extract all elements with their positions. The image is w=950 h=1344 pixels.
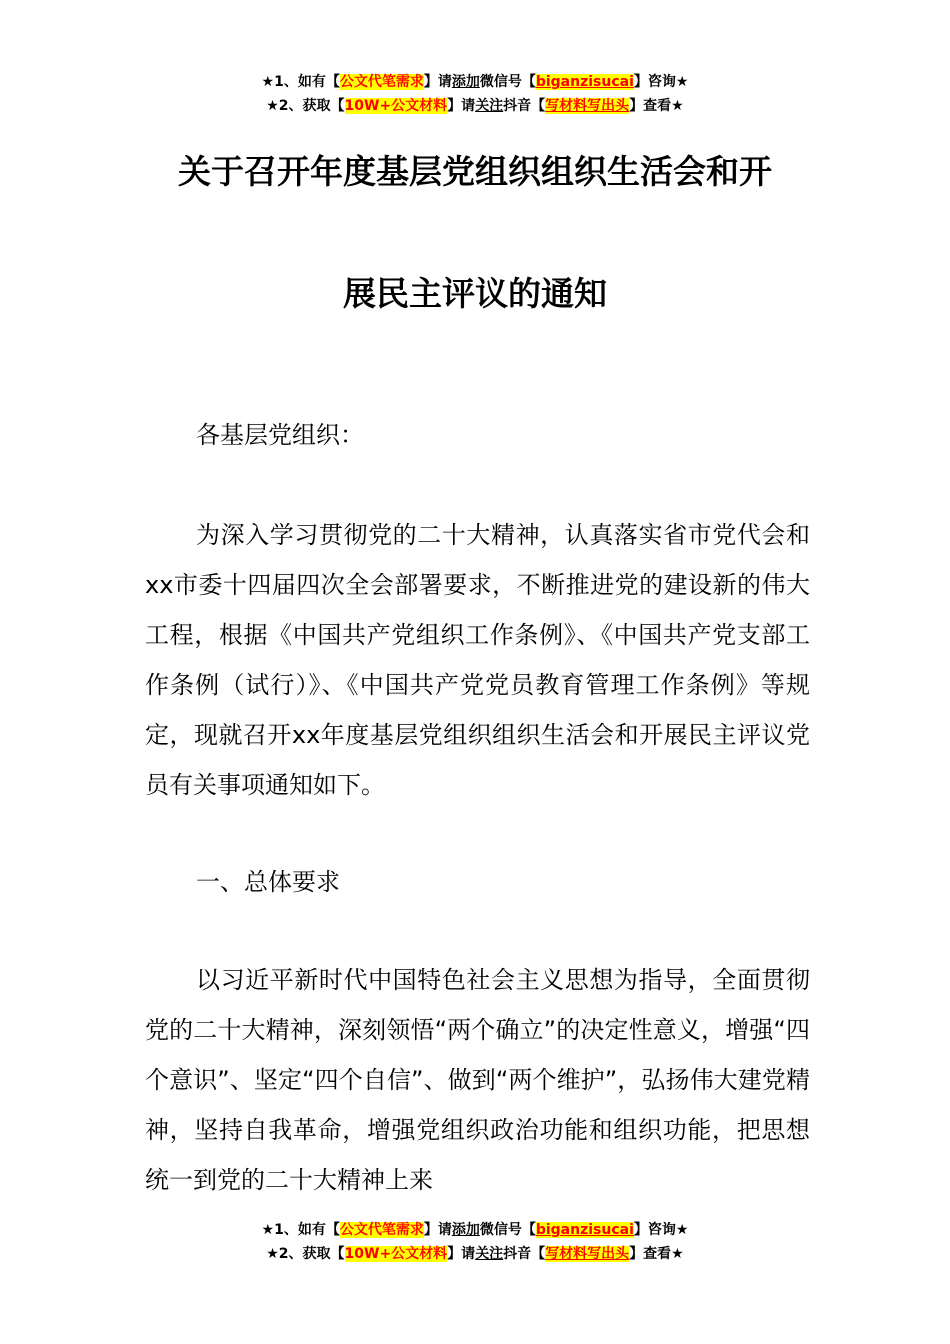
highlight-materials: 10W+公文材料 xyxy=(344,98,448,114)
section-heading-1: 一、总体要求 xyxy=(196,868,340,896)
highlight-douyin-account: 写材料写出头 xyxy=(545,1246,630,1262)
salutation: 各基层党组织： xyxy=(196,421,364,449)
promo-line-1: ★1、如有【公文代笔需求】请添加微信号【biganzisucai】咨询★ xyxy=(261,74,689,90)
promo-banner-top xyxy=(0,70,950,118)
highlight-service: 公文代笔需求 xyxy=(339,1222,424,1238)
intro-paragraph: 为深入学习贯彻党的二十大精神，认真落实省市党代会和xx市委十四届四次全会部署要求，不断推进党的建设新的伟大工程，根据《中国共产党组织工作条例》、《中国共产党支部工作条例（试行）》、《中国共产党党员教育管理工作条例》等规定，现就召开xx年度基层党组织组织生活会和开展民主评议党员有关事项通知如下。 xyxy=(145,521,810,799)
section-paragraph-1: 以习近平新时代中国特色社会主义思想为指导，全面贯彻党的二十大精神，深刻领悟“两个确立”的决定性意义，增强“四个意识”、坚定“四个自信”、做到“两个维护”，弘扬伟大建党精神，坚持自我革命，增强党组织政治功能和组织功能，把思想统一到党的二十大精神上来 xyxy=(145,966,810,1194)
document-title-line-2: 展民主评议的通知 xyxy=(343,274,607,313)
promo-banner-bottom xyxy=(0,1218,950,1266)
document-title-line-1: 关于召开年度基层党组织组织生活会和开 xyxy=(178,152,772,191)
highlight-douyin-account: 写材料写出头 xyxy=(545,98,630,114)
highlight-materials: 10W+公文材料 xyxy=(344,1246,448,1262)
highlight-wechat-id: biganzisucai xyxy=(535,1222,634,1238)
highlight-wechat-id: biganzisucai xyxy=(535,74,634,90)
promo-line-2: ★2、获取【10W+公文材料】请关注抖音【写材料写出头】查看★ xyxy=(266,1246,684,1262)
highlight-service: 公文代笔需求 xyxy=(339,74,424,90)
promo-line-2: ★2、获取【10W+公文材料】请关注抖音【写材料写出头】查看★ xyxy=(266,98,684,114)
promo-line-1: ★1、如有【公文代笔需求】请添加微信号【biganzisucai】咨询★ xyxy=(261,1222,689,1238)
